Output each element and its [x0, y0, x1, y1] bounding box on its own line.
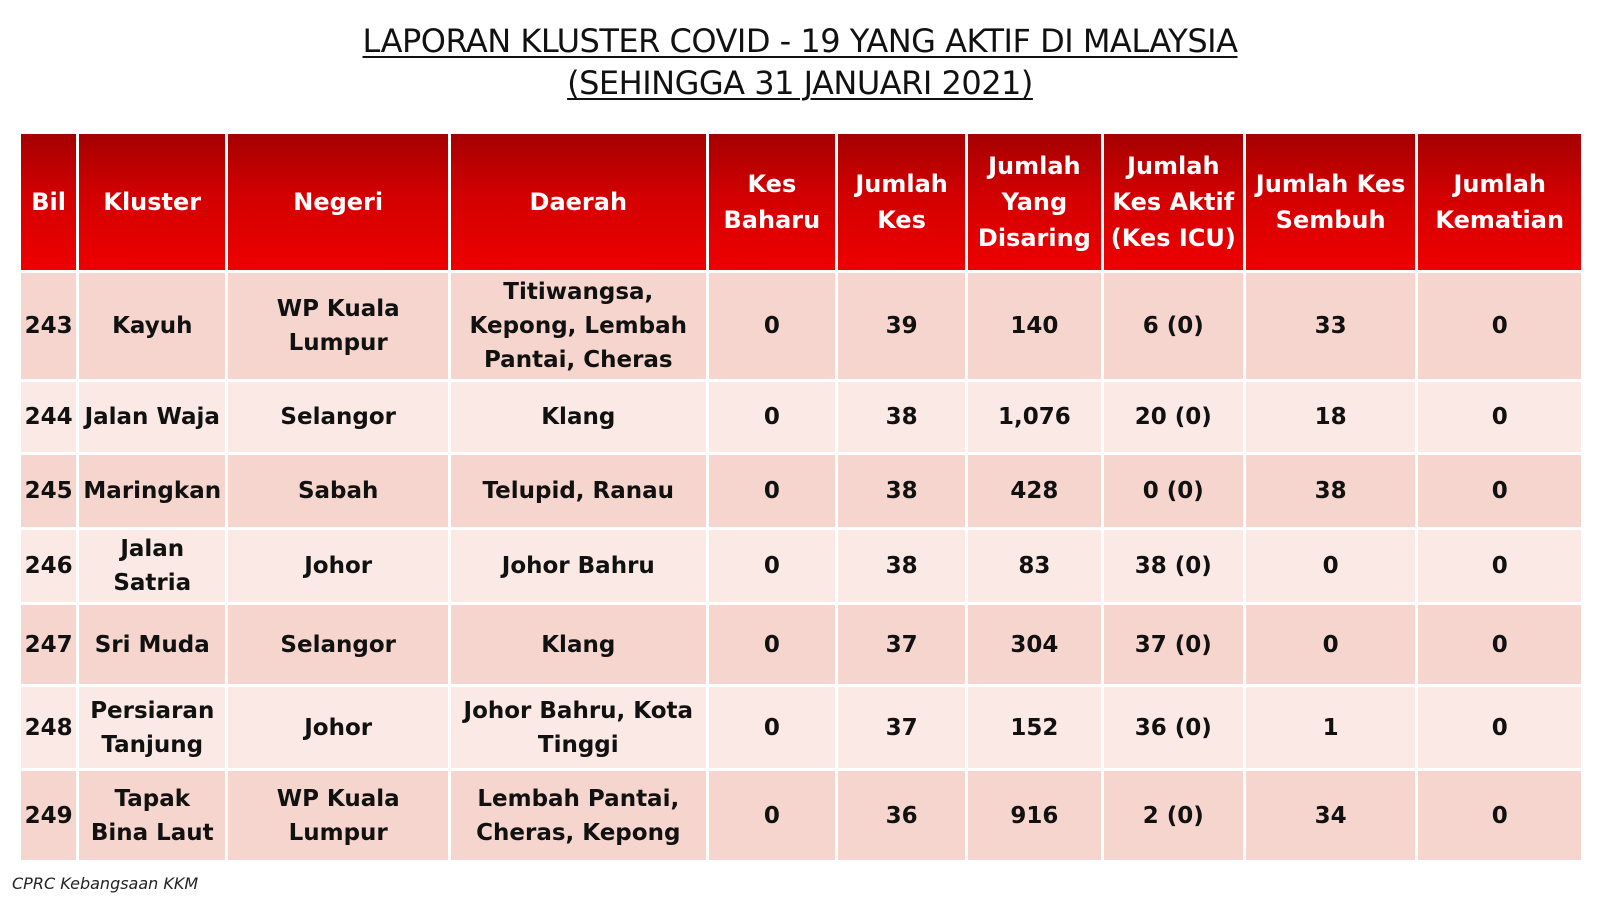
cell-jumlah-kematian: 0 [1418, 771, 1581, 860]
cell-jumlah-disaring: 304 [968, 605, 1101, 684]
cell-jumlah-kes-aktif: 38 (0) [1104, 530, 1243, 602]
cell-negeri: Selangor [228, 605, 448, 684]
cell-kes-baharu: 0 [709, 273, 836, 379]
cell-daerah: Telupid, Ranau [451, 455, 705, 527]
cell-jumlah-kes: 37 [838, 687, 965, 768]
cell-negeri: Sabah [228, 455, 448, 527]
cell-jumlah-kes-sembuh: 33 [1246, 273, 1416, 379]
report-title [0, 20, 1600, 104]
cell-bil: 247 [21, 605, 76, 684]
cell-kes-baharu: 0 [709, 530, 836, 602]
table-row [21, 687, 1581, 768]
cell-jumlah-kes-sembuh: 38 [1246, 455, 1416, 527]
table-row [21, 771, 1581, 860]
cell-daerah: Johor Bahru, Kota Tinggi [451, 687, 705, 768]
cell-jumlah-kes-sembuh: 1 [1246, 687, 1416, 768]
table-row [21, 382, 1581, 452]
cell-jumlah-kematian: 0 [1418, 530, 1581, 602]
cell-jumlah-kes-aktif: 2 (0) [1104, 771, 1243, 860]
cell-kes-baharu: 0 [709, 687, 836, 768]
table-body [21, 273, 1581, 860]
table-row [21, 455, 1581, 527]
cell-jumlah-kes-sembuh: 0 [1246, 605, 1416, 684]
cell-kes-baharu: 0 [709, 455, 836, 527]
cell-jumlah-kes-sembuh: 18 [1246, 382, 1416, 452]
header-negeri: Negeri [228, 134, 448, 270]
cell-daerah: Johor Bahru [451, 530, 705, 602]
header-jumlah-kematian: Jumlah Kematian [1418, 134, 1581, 270]
cell-jumlah-disaring: 83 [968, 530, 1101, 602]
cell-daerah: Lembah Pantai, Cheras, Kepong [451, 771, 705, 860]
cell-kes-baharu: 0 [709, 771, 836, 860]
cell-bil: 243 [21, 273, 76, 379]
cell-jumlah-kematian: 0 [1418, 273, 1581, 379]
cell-jumlah-kes-aktif: 20 (0) [1104, 382, 1243, 452]
cell-bil: 249 [21, 771, 76, 860]
cell-jumlah-kes-aktif: 37 (0) [1104, 605, 1243, 684]
cell-bil: 244 [21, 382, 76, 452]
header-jumlah-disaring: Jumlah Yang Disaring [968, 134, 1101, 270]
cell-jumlah-disaring: 1,076 [968, 382, 1101, 452]
cell-negeri: Johor [228, 687, 448, 768]
cell-negeri: WP Kuala Lumpur [228, 273, 448, 379]
table-row [21, 605, 1581, 684]
cell-jumlah-kes: 38 [838, 530, 965, 602]
cell-bil: 248 [21, 687, 76, 768]
header-bil: Bil [21, 134, 76, 270]
cell-daerah: Klang [451, 605, 705, 684]
header-kes-baharu: Kes Baharu [709, 134, 836, 270]
header-jumlah-kes-sembuh: Jumlah Kes Sembuh [1246, 134, 1416, 270]
cluster-table [18, 131, 1584, 863]
header-jumlah-kes: Jumlah Kes [838, 134, 965, 270]
cell-jumlah-kes: 38 [838, 455, 965, 527]
cell-kluster: Jalan Waja [79, 382, 225, 452]
header-kluster: Kluster [79, 134, 225, 270]
cell-jumlah-disaring: 428 [968, 455, 1101, 527]
cell-kluster: Persiaran Tanjung [79, 687, 225, 768]
cell-jumlah-kes: 36 [838, 771, 965, 860]
cell-negeri: WP Kuala Lumpur [228, 771, 448, 860]
cell-negeri: Selangor [228, 382, 448, 452]
cell-bil: 246 [21, 530, 76, 602]
cell-jumlah-disaring: 916 [968, 771, 1101, 860]
cell-jumlah-disaring: 140 [968, 273, 1101, 379]
cell-jumlah-kes: 37 [838, 605, 965, 684]
cell-jumlah-kes: 38 [838, 382, 965, 452]
cell-kluster: Maringkan [79, 455, 225, 527]
report-title-line-2: (SEHINGGA 31 JANUARI 2021) [567, 64, 1033, 102]
cell-kluster: Tapak Bina Laut [79, 771, 225, 860]
report-title-line-1: LAPORAN KLUSTER COVID - 19 YANG AKTIF DI MALAYSIA [362, 22, 1238, 60]
source-note: CPRC Kebangsaan KKM [12, 874, 199, 893]
cell-kes-baharu: 0 [709, 605, 836, 684]
cell-jumlah-kes-aktif: 6 (0) [1104, 273, 1243, 379]
cell-jumlah-kes-sembuh: 34 [1246, 771, 1416, 860]
cell-jumlah-kes: 39 [838, 273, 965, 379]
table-row [21, 530, 1581, 602]
cell-kluster: Sri Muda [79, 605, 225, 684]
cell-kluster: Jalan Satria [79, 530, 225, 602]
cell-daerah: Titiwangsa, Kepong, Lembah Pantai, Cheras [451, 273, 705, 379]
cell-jumlah-kematian: 0 [1418, 687, 1581, 768]
table-row [21, 273, 1581, 379]
cell-negeri: Johor [228, 530, 448, 602]
cell-kes-baharu: 0 [709, 382, 836, 452]
cell-bil: 245 [21, 455, 76, 527]
cell-jumlah-kematian: 0 [1418, 455, 1581, 527]
cell-daerah: Klang [451, 382, 705, 452]
cell-jumlah-kematian: 0 [1418, 382, 1581, 452]
cell-kluster: Kayuh [79, 273, 225, 379]
cell-jumlah-kes-aktif: 36 (0) [1104, 687, 1243, 768]
cell-jumlah-kes-sembuh: 0 [1246, 530, 1416, 602]
cell-jumlah-disaring: 152 [968, 687, 1101, 768]
cell-jumlah-kematian: 0 [1418, 605, 1581, 684]
table-header [21, 134, 1581, 270]
cell-jumlah-kes-aktif: 0 (0) [1104, 455, 1243, 527]
header-jumlah-kes-aktif: Jumlah Kes Aktif (Kes ICU) [1104, 134, 1243, 270]
header-daerah: Daerah [451, 134, 705, 270]
header-row [21, 134, 1581, 270]
